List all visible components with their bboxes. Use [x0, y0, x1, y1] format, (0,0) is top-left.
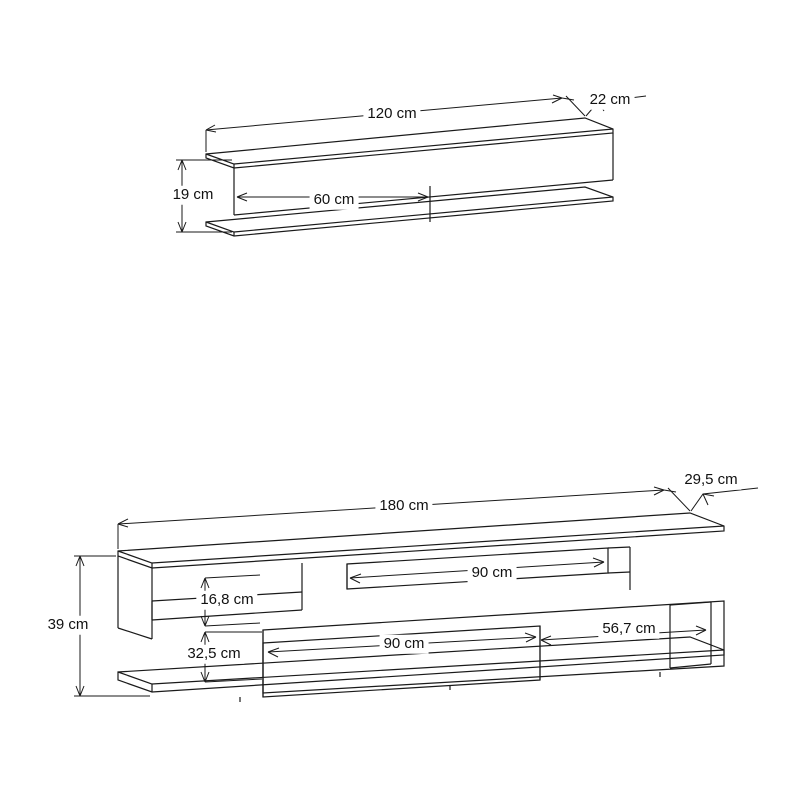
dim-label-shelf-height: 19 cm [169, 186, 218, 205]
dim-unit-depth [664, 488, 758, 511]
wall-shelf-body [206, 118, 613, 236]
dim-label-shelf-depth: 22 cm [586, 91, 635, 110]
dim-label-upper-open-height: 16,8 cm [196, 591, 257, 610]
dim-label-unit-width: 180 cm [375, 497, 432, 516]
dim-label-upper-door-width: 90 cm [468, 564, 517, 583]
dim-label-unit-height: 39 cm [44, 616, 93, 635]
dim-label-shelf-width: 120 cm [363, 105, 420, 124]
dim-label-lower-open-height: 32,5 cm [183, 645, 244, 664]
dim-label-lower-door-width: 90 cm [380, 635, 429, 654]
dim-label-shelf-section-width: 60 cm [310, 191, 359, 210]
dim-label-right-open-width: 56,7 cm [598, 620, 659, 639]
dim-label-unit-depth: 29,5 cm [680, 471, 741, 490]
